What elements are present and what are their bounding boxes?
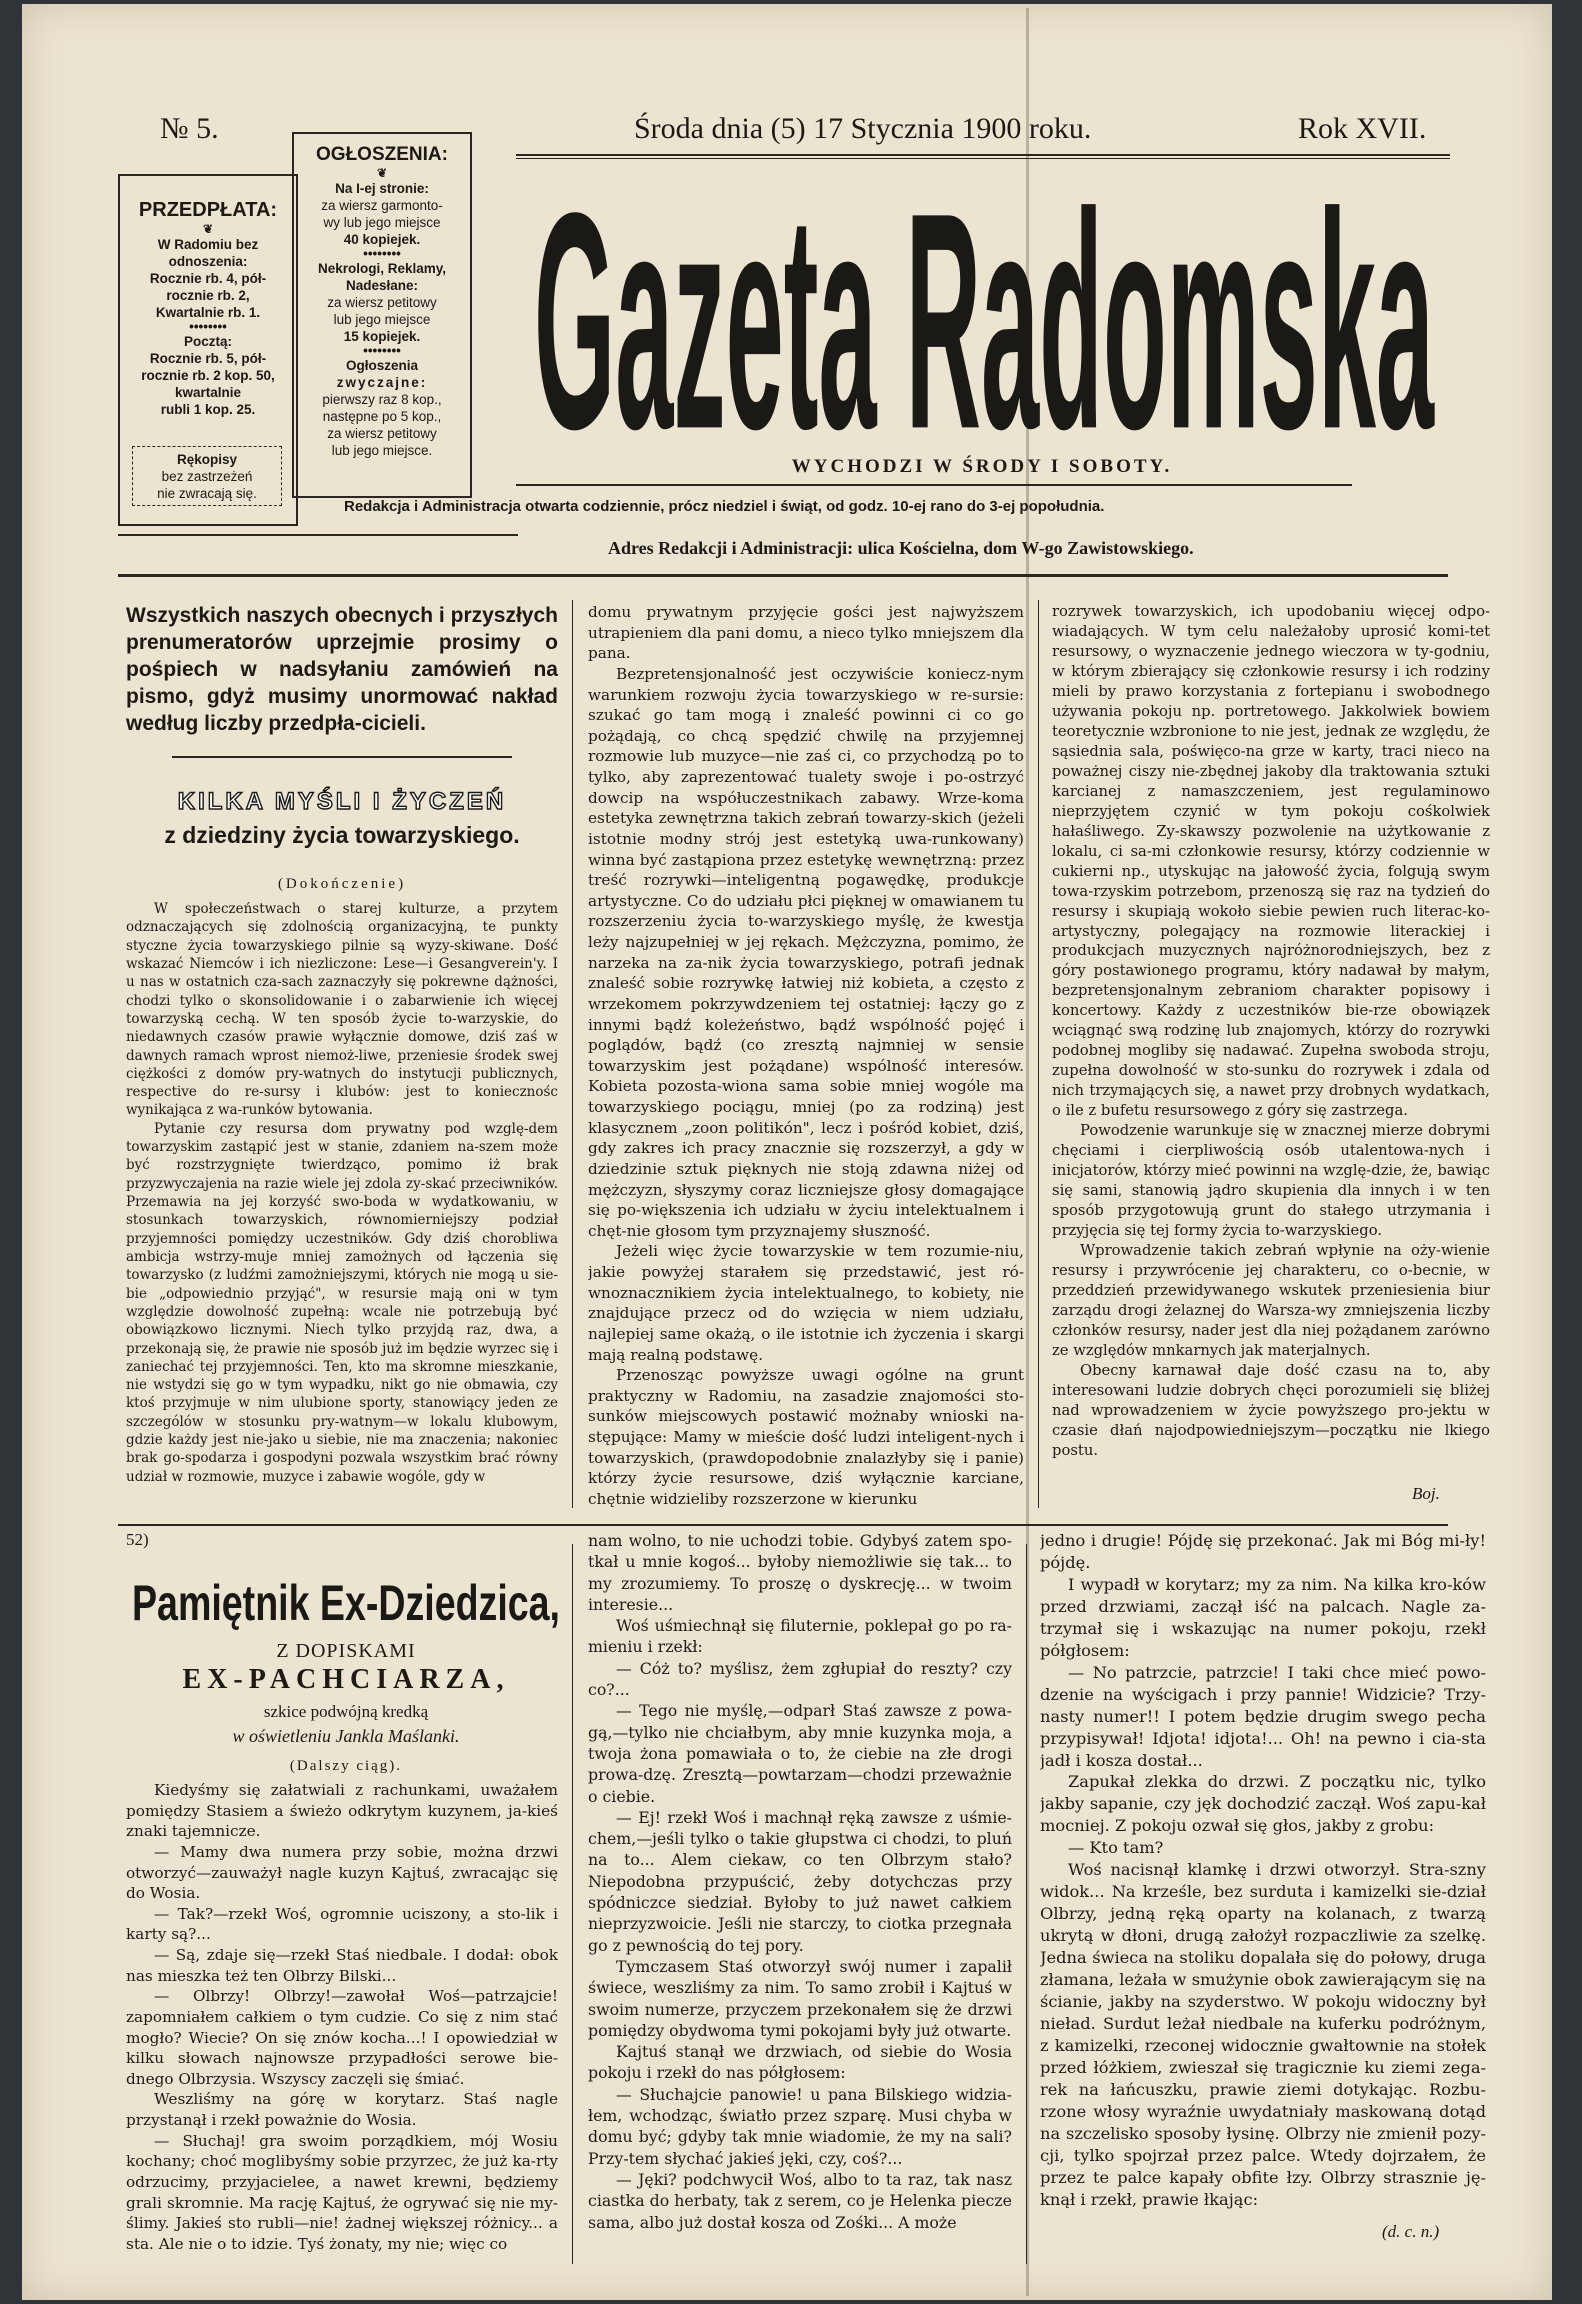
feuilleton-end-mark: (d. c. n.)	[1382, 2222, 1440, 2241]
ads-box	[292, 132, 472, 498]
paragraph: Woś nacisnął klamkę i drzwi otworzył. Stra-szny widok... Na krześle, bez surduta i kamizelki sie-dział Olbrzy, jedną ręką oparty na kolanach, z twarzą ukrytą w dłoni, drugą założył rozpaczliwie za szelkę. Jedna świeca na stoliku dopalała się do połowy, druga złamana, leżała w smużynie obok zawierającym się na ścianie, jakby na szyderstwo. W pokoju widoczny był nieład. Surdut leżał niedbale na kuferku podróżnym, z kamizelki, rzeconej widocznie gwałtownie na stołek przed łóżkiem, zwieszał się tragicznie ku ziemi zega-rek na łańcuszku, prawie ziemi dotykając. Rozbu-rzone włosy wyraźnie uwydatniały maskowaną dotąd na szczelisko sposoby łysinę. Olbrzy nie zmienił pozy-cji, tylko spojrzał przez palce. Wtedy dojrzałem, że przez te palce kapały obfite łzy. Olbrzy strasznie ję-knął i rzekł, prawie łkając:	[1040, 1860, 1486, 2209]
feuilleton-title: Pamiętnik Ex-Dziedzica,	[132, 1575, 560, 1631]
feuilleton-continued: (Dalszy ciąg).	[289, 1758, 403, 1774]
ornament: ❦	[376, 166, 388, 180]
feuilleton-line2: Z DOPISKAMI	[276, 1640, 416, 1662]
paragraph: — Tego nie myślę,—odparł Staś zawsze z powa-gą,—tylko nie chciałbym, aby mnie kuzynka moja, a twoja żona pomawiała o to, że ciebie na złe drogi prowa-dzę. Zresztą—powtarzam—chodzi przeważnie o ciebie.	[588, 1701, 1012, 1806]
paragraph: Bezpretensjonalność jest oczywiście koniecz-nym warunkiem rozwoju życia towarzyskiego w re-sursie: szukać go tam mogą i znaleść powinni ci co go pożądają, co chcą spędzić chwilę na przyjemnej rozmowie lub muzyce—nie zaś ci, co przychodzą po to tylko, aby zaprezentować tualety swoje i po-ostrzyć dowcip na współuczestnikach zabawy. Wrze-koma estetyka zewnętrzna takich zebrań towarzy-skich (jeżeli istotnie modny strój jest estetyką uwa-runkowany) winna być zastąpiona przez estetykę wewnętrzną: przez treść rozrywki—inteligentną pogawędkę, produkcje artystyczne. Co do udziału płci pięknej w omawianem tu rozszerzeniu życia to-warzyskiego myślę, że kwestja leży najzupełniej w jej rękach. Mężczyzna, pomimo, że narzeka na za-nik życia towarzyskiego, potrafi jednak znaleść sobie rozrywkę łatwiej niż kobieta, a często z wrzekomem pokrzywdzeniem tej ostatniej: łączy go z innymi bądź koleżeństwo, bądź wspólność pojęć i poglądów, bądź (co zresztą najmniej w sensie towarzyskim jest pożądane) wspólność interesów. Kobieta pozosta-wiona sama sobie mniej wogóle ma towarzyskiego pociągu, mniej (po za rodziną) jest klasycznem „zoon politikón", lecz i pośród kobiet, dziś, gdy zakres ich pracy znacznie się rozszerzył, a gdy w dziedzinie sztuk pięknych nie stoją zdawna niżej od mężczyzn, słyszymy coraz liczniejsze głosy domagające się po-większenia ich udziału w życiu intelektualnem i chęt-nie głosom tym przyznajemy słuszność.	[588, 664, 1024, 1240]
paragraph: Obecny karnawał daje dość czasu na to, aby interesowani ludzie dobrych chęci porozumieli się bliżej nad wprowadzeniem w życie powyższego pro-jektu w czasie dłań najodpowiedniejszym—początku nie lkiego postu.	[1052, 1361, 1490, 1459]
sub-post-l3: kwartalnie	[174, 385, 242, 400]
date-line: Środa dnia (5) 17 Stycznia 1900 roku.	[634, 112, 1092, 145]
sub-post-l1: Rocznie rb. 5, pół-	[149, 351, 267, 366]
manuscripts-l3: nie zwracają się.	[157, 486, 257, 501]
paragraph: Powodzenie warunkuje się w znacznej mierze dobrymi chęciami i cierpliwością osób utalentowa-nych i inicjatorów, którzy mieć powinni na wzglę-dzie, że, bawiąc się sami, stanowią jądro skupienia dla innych i w ten sposób przygotowują grunt do stałego utrzymania i przyjęcia się tej formy życia to-warzyskiego.	[1052, 1122, 1490, 1240]
article-col-2	[588, 602, 1024, 1510]
ads-p3-l1: Ogłoszenia	[345, 358, 418, 373]
sub-local-l3: Kwartalnie rb. 1.	[155, 305, 261, 320]
feuilleton-col-1	[126, 1780, 558, 2254]
ads-p2-l5: 15 kopiejek.	[343, 329, 421, 344]
paragraph: Zapukał zlekka do drzwi. Z początku nic, tylko jakby sapanie, czy jęk dochodzić zaczął. Woś zapu-kał mocniej. Z pokoju ozwał się głos, jakby z grobu:	[1040, 1772, 1486, 1836]
column-rule	[1038, 600, 1039, 1508]
header-rule	[516, 154, 1450, 156]
subscription-box	[118, 174, 298, 526]
paragraph: nam wolno, to nie uchodzi tobie. Gdybyś zatem spo-tkał u mnie kogoś... byłoby niemożliwie się tak... to my zrozumiemy. To proszę o dyskrecję... w twoim interesie...	[588, 1531, 1012, 1614]
feuilleton-line4: szkice podwójną kredką	[263, 1702, 429, 1721]
divider-dots: ••••••••	[189, 319, 227, 334]
subscriber-notice: Wszystkich naszych obecnych i przyszłych prenumeratorów uprzejmie prosimy o pośpiech w nadsyłaniu zamówień na pismo, gdyż musimy unormować nakład według liczby przedpła-cicieli.	[126, 604, 558, 735]
paragraph: rozrywek towarzyskich, ich upodobaniu więcej odpo-wiadających. W tym celu należałoby uprosić komi-tet resursowy, o wyznaczenie jednego wieczora w ty-godniu, w którym zbierający się członkowie resursy i ich rodziny mieli by prawo korzystania z fortepianu i swobodnego używania pokoju np. portretowego. Jakkolwiek bowiem teoretycznie wzbronione to nie jest, jednak ze względu, że sąsiednia sala, poświęco-na grze w karty, traci nieco na poważnej ciszy nie-zbędnej jakoby dla traktowania sztuki karcianej z namaszczeniem, jest regulaminowo nieprzyjętem czynić w tym pokoju cośkolwiek hałaśliwego. Zy-skawszy pozwolenie na użytkowanie z lokalu, ci sa-mi członkowie resursy, którzy codziennie w cukierni np., utyskując na jałowość życia, folgują swym towa-rzyskim potrzebom, przenoszą się raz na tydzień do resursy i skupiają wokoło siebie pewien ruch literac-ko-artystyczny, polegający na rozmowie literackiej i produkcjach muzycznych najróżnorodniejszych, bez z góry postawionego programu, który nadawał by małym, bezpretensjonalnym zebraniom charakter popisowy i koncertowy. Każdy z uczestników bie-rze obowiązek wciągnąć swą rodzinę lub znajomych, którzy do rozrywki podobnej mogliby się nadawać. Zupełna swoboda stroju, zupełna dowolność w sto-sunku do rozrywek i zdala od nich trzymających się, a nawet przy drobnych wydatkach, o ile z bufetu resursowego z góry się zastrzega.	[1052, 603, 1490, 1120]
paragraph: jedno i drugie! Pójdę się przekonać. Jak mi Bóg mi-ły! pójdę.	[1040, 1531, 1486, 1572]
paragraph: Tymczasem Staś otworzył swój numer i zapalił świece, weszliśmy za nim. To samo zrobił i Kajtuś w swoim numerze, przyczem przekonałem się że drzwi pomiędzy obydwoma tymi pokojami były już otwarte.	[588, 1956, 1012, 2040]
section-rule	[118, 1524, 1448, 1526]
feuilleton-col-3	[1040, 1530, 1486, 2211]
ads-p1-l4: 40 kopiejek.	[343, 232, 421, 247]
paragraph: Wprowadzenie takich zebrań wpłynie na oży-wienie resursy i przywrócenie jej charakteru, co o-becnie, w przeddzień przewidywanego wskutek przeniesienia biur zarządu drogi żelaznej do Warsza-wy zmniejszenia liczby członków resursy, nader jest dla niej pożądanem zarówno ze względów mnkarnych jak materjalnych.	[1052, 1242, 1490, 1359]
masthead	[516, 176, 1452, 446]
office-hours: Redakcja i Administracja otwarta codziennie, prócz niedziel i świąt, od godz. 10-ej rano do 3-ej popołudnia.	[344, 498, 1105, 515]
manuscripts-l1: Rękopisy	[176, 452, 238, 467]
divider-dots: ••••••••	[363, 343, 401, 358]
sub-local-head: W Radomiu bez odnoszenia:	[157, 237, 259, 269]
sub-post-l2: rocznie rb. 2 kop. 50,	[141, 368, 275, 383]
ads-p2-l1: Nekrologi, Reklamy,	[317, 261, 447, 276]
ads-p1-l2: za wiersz garmonto-	[321, 198, 443, 213]
paragraph: — No patrzcie, patrzcie! I taki chce mieć powo-dzenie na wyścigach i przy pannie! Widzicie? Trzy-nasty numer!! I potem będzie drugim swego pecha przypisywał! Idjota! idjota!... Oh! na pewno i cia-sta jadł i kosza dostał...	[1040, 1662, 1486, 1770]
feuilleton-line3: EX-PACHCIARZA,	[182, 1664, 510, 1695]
newspaper-page	[22, 4, 1552, 2300]
year-line: Rok XVII.	[1298, 112, 1427, 145]
masthead-svg	[516, 176, 1452, 446]
paragraph: — Olbrzy! Olbrzy!—zawołał Woś—patrzajcie! zapomniałem całkiem o tym cudzie. Co się z nim stać mogło? Wiecie? On się znów kocha...! I opowiedział w kilku słowach najnowsze przypadłości serowe bie-dnego Olbrzysia. Wszyscy zaczęli się śmiać.	[126, 1987, 558, 2088]
ads-p1-l1: Na I-ej stronie:	[335, 181, 429, 196]
ads-p3-l4: następne po 5 kop.,	[322, 409, 442, 424]
feuilleton-title-svg	[126, 1544, 566, 1634]
column-rule	[572, 1544, 573, 2264]
issue-number: № 5.	[160, 112, 219, 145]
paragraph: — Są, zdaje się—rzekł Staś niedbale. I dodał: obok nas mieszka też ten Olbrzy Bilski...	[126, 1946, 558, 1985]
feuilleton-number: 52)	[126, 1530, 149, 1549]
ads-p2-l4: lub jego miejsce	[333, 312, 431, 327]
ads-p1-l3: wy lub jego miejsce	[323, 215, 441, 230]
article-signature: Boj.	[1412, 1484, 1440, 1503]
ornament: ❦	[202, 222, 214, 236]
ads-p2-l2: Nadesłane:	[345, 278, 419, 293]
paragraph: domu prywatnym przyjęcie gości jest najwyższem utrapieniem dla pani domu, a nieco tylko mniejszem dla pana.	[588, 603, 1024, 663]
paragraph: Pytanie czy resursa dom prywatny pod wzglę-dem towarzyskim zastąpić jest w stanie, zdaniem na-szem może być rozstrzygnięte twierdząco, pomimo iż brak przyzwyczajenia na razie wiele jej zdola zy-skać przeciwników. Przemawia na jej korzyść swo-boda w wydatkowaniu, w stosunkach towarzyskich, równomierniejszy podział przyjemności pomiędzy uczestników. Gdy dziś chorobliwa ambicja wstrzy-muje mniej zamożnych od łączenia się towarzysko (z ludźmi zamożniejszymi, których nie mogą u sie-bie „odpowiednio przyjąć", w resursie mają oni w tym względzie dowolność zupełną: wcale nie potrzebują być obowiązkowo licznymi. Niech tylko przyjdą raz, dwa, a przekonają się, że prawie nie sposób już im będzie wyrzec się i zaniechać tej przyjemności. Ten, kto ma skromne mieszkanie, nie wstydzi się go w tym wypadku, nikt go nie obmawia, czy ktoś przyjmuje w nim ulubione sporty, stanowiący jeden ze szczególów w stosunku pry-watnym—w lokalu klubowym, gdzie każdy jest nie-jako u siebie, nie ma znaczenia; nakoniec brak go-spodarza i gospodyni pozwala wszystkim brać równy udział w rozmowie, muzyce i zabawie wogóle, gdy w	[126, 1120, 558, 1485]
paragraph: — Mamy dwa numera przy sobie, można drzwi otworzyć—zauważył nagle kuzyn Kajtuś, zwracając się do Wosia.	[126, 1842, 558, 1903]
divider-dots: ••••••••	[363, 246, 401, 261]
manuscripts-l2: bez zastrzeżeń	[161, 469, 253, 484]
ads-title: OGŁOSZENIA:	[316, 144, 448, 165]
masthead-title: Gazeta Radomska	[534, 176, 1435, 446]
header-rule-thin	[516, 158, 1450, 159]
article-continued: (Dokończenie)	[277, 876, 407, 892]
paragraph: — Cóż to? myślisz, żem zgłupiał do reszty? czy co?...	[588, 1658, 1012, 1700]
paragraph: — Słuchajcie panowie! u pana Bilskiego widzia-łem, wchodząc, światło przez szparę. Musi chyba w domu być; gdyby tak mnie wiadomie, że my na sali? Przy-tem słychać jakieś jęki, czy, coś?...	[588, 2084, 1012, 2168]
column-rule	[572, 600, 573, 1508]
paragraph: Woś uśmiechnął się filuternie, poklepał go po ra-mieniu i rzekł:	[588, 1616, 1012, 1657]
article-title: KILKA MYŚLI I ŻYCZEŃ	[177, 788, 507, 815]
subtitle-rule	[516, 484, 1352, 486]
paragraph: Kiedyśmy się załatwiali z rachunkami, uważałem pomiędzy Stasiem a świeżo odkrytym kuzynem, ja-kieś znaki tajemnicze.	[126, 1781, 558, 1841]
article-col-1	[126, 900, 558, 1486]
paragraph: — Kto tam?	[1068, 1838, 1164, 1858]
paragraph: Weszliśmy na górę w korytarz. Staś nagle przystanął i rzekł poważnie do Wosia.	[126, 2090, 558, 2129]
paragraph: I wypadł w korytarz; my za nim. Na kilka kro-ków przed drzwiami, zaczął iść na palcach. Nagle za-trzymał się i wskazując na numer pokoju, rzekł półgłosem:	[1040, 1574, 1486, 1660]
ads-p3-l2: zwyczajne:	[336, 375, 428, 390]
ads-p3-l5: za wiersz petitowy	[327, 426, 437, 441]
feuilleton-title-wrap	[126, 1544, 566, 1634]
header-bottom-rule	[118, 574, 1448, 577]
sub-post-l4: rubli 1 kop. 25.	[160, 402, 256, 417]
paragraph: — Słuchaj! gra swoim porządkiem, mój Wosiu kochany; choć moglibyśmy sobie przyrzec, że już ka-rty odrzucimy, przyjacielee, a nawet krewni, będziemy grali skromnie. Ma rację Kajtuś, że ogrywać się nie my-ślimy. Jakieś sto rubli—nie! żadnej większej różnicy... a sta. Ale nie o to idzie. Tyś żonaty, my nie; więc co	[126, 2131, 558, 2253]
column-rule	[1026, 1544, 1027, 2264]
ads-p2-l3: za wiersz petitowy	[327, 295, 437, 310]
paragraph: Kajtuś stanął we drzwiach, od siebie do Wosia pokoju i rzekł do nas półgłosem:	[588, 2042, 1012, 2083]
article-subtitle: z dziedziny życia towarzyskiego.	[164, 822, 520, 848]
feuilleton-col-2	[588, 1530, 1012, 2233]
address: Adres Redakcji i Administracji: ulica Kościelna, dom W-go Zawistowskiego.	[608, 538, 1194, 558]
boxes-rule	[118, 534, 518, 536]
sub-local-l1: Rocznie rb. 4, pół-	[149, 271, 267, 286]
paragraph: — Jęki? podchwycił Woś, albo to ta raz, tak nasz ciastka do herbaty, tak z serem, co je Helenka piecze sama, albo już dostał kosza od Zośki... A może	[588, 2169, 1012, 2232]
paragraph: — Ej! rzekł Woś i machnął ręką zawsze z uśmie-chem,—jeśli tylko o takie głupstwa ci chodzi, to pluń na to... Alem ciekaw, co ten Olbrzym stało? Niepodobna przypuścić, żeby dotychczas przy spódniczce siedział. Byłoby to już nawet całkiem nieprzyzwoicie. Jeśli nie starczy, to ciotka przegnała go z pewnością do tej pory.	[588, 1807, 1012, 1955]
paragraph: — Tak?—rzekł Woś, ogromnie uciszony, a sto-lik i karty są?...	[126, 1904, 558, 1944]
manuscripts-box	[132, 446, 282, 506]
paragraph: W społeczeństwach o starej kulturze, a przytem odznaczających się zdolnością organizacyjną, te punkty styczne życia towarzyskiego pilnie są wyzy-skiwane. Dość wskazać Niemców i ich niezliczone: Lese—i Gesangverein'y. I u nas w ostatnich cza-sach zaznaczyły się pokrewne dążności, chodzi tylko o skonsolidowanie i o zabarwienie ich więcej towarzyską cechą. W ten sposób życie to-warzyskie, do niedawnych czasów prawie wyłącznie domowe, dziś zaś w dawnych ramach wprost niemoż-liwe, przeniesie środek swej ciężkości z domów pry-watnych do instytucji publicznych, respective do re-sursy i klubów: jest to koniecznośc wynikająca z wa-runków bytowania.	[126, 901, 558, 1119]
sub-local-l2: rocznie rb. 2,	[166, 288, 250, 303]
ads-p3-l3: pierwszy raz 8 kop.,	[322, 392, 442, 407]
ads-p3-l6: lub jego miejsce.	[331, 443, 433, 458]
article-col-3	[1052, 602, 1490, 1461]
paragraph: Jeżeli więc życie towarzyskie w tem rozumie-niu, jakie powyżej starałem się przedstawić, jest ró-wnoznacznikiem życia intelektualnego, to kobiety, nie znajdujące przecz od do wzięcia w niem udziału, najlepiej same okażą, o ile istotnie ich życzenia i skargi mają realną podstawę.	[588, 1242, 1024, 1364]
feuilleton-line5: w oświetleniu Jankla Maślanki.	[232, 1726, 460, 1746]
paragraph: Przenosząc powyższe uwagi ogólne na grunt praktyczny w Radomiu, na zasadzie znajomości sto-sunków miejscowych postawić możnaby wnioski na-stępujące: Mamy w mieście dość ludzi inteligent-nych i towarzyskich, (prawdopodobnie znalazłyby się i panie) którzy życie resursowe, dziś wyłącznie karciane, chętnie widzieliby rozszerzone w kierunku	[588, 1366, 1024, 1508]
subscription-title: PRZEDPŁATA:	[138, 199, 278, 221]
sub-post-head: Pocztą:	[183, 334, 232, 349]
masthead-subtitle: WYCHODZI W ŚRODY I SOBOTY.	[791, 456, 1173, 477]
notice-rule	[172, 756, 512, 758]
